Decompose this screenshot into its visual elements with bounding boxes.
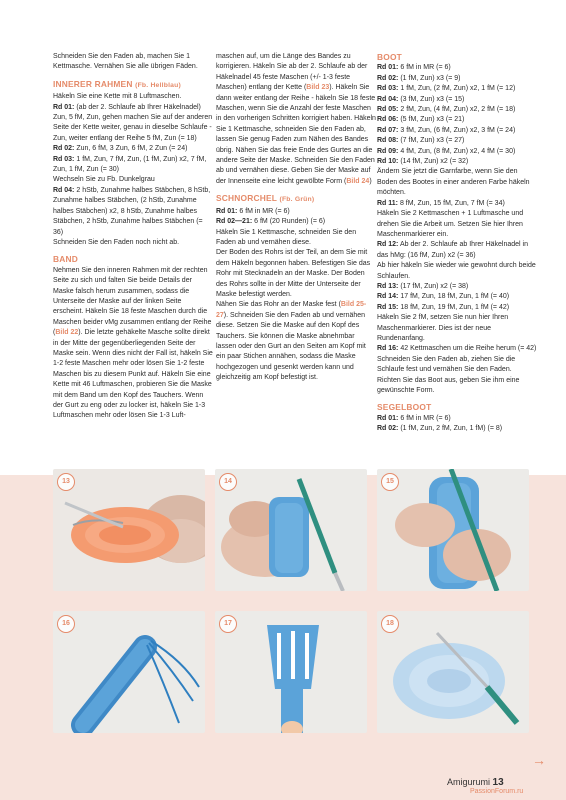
step-number-badge: 15 (381, 473, 399, 491)
paragraph-band: Nehmen Sie den inneren Rahmen mit der rechten Seite zu sich und falten Sie beide Details der Maske falsch herum zusammen, sodass die Unterseite der Maske auf der linken Seite erscheint. Häkeln Sie 18 feste Maschen durch die Maschen beider vMg zusammen entlang der Reihe (Bild 22). Die letzte gehäkelte Masche sollte direkt in der Mitte der gegenüberliegenden Seite der Maske sein. Wenn dies nicht der Fall ist, häkeln Sie 1-2 feste Maschen mehr oder lösen Sie 1-2 feste Maschen bis zu diesem Punkt auf. Häkeln Sie eine Kette mit 46 Luftmaschen, probieren Sie die Maske mit dem Band um den Kopf des Tauchers. Wenn der Gurt zu eng oder zu locker ist, häkeln Sie 1-3 Luftmaschen mehr oder lösen Sie 1-3 Luft- (53, 266, 213, 420)
photo-step-18 (377, 611, 529, 733)
section-title-innerer-rahmen: INNERER RAHMEN (Fb. Hellblau) (53, 78, 181, 89)
round-instruction: Rd 03: 1 fM, Zun, (2 fM, Zun) x2, 1 fM (= 12) (377, 85, 516, 93)
image-ref: Bild 24 (346, 177, 370, 185)
page-number: 13 (492, 777, 504, 788)
round-instruction: Rd 10: (14 fM, Zun) x2 (= 32) (377, 158, 469, 166)
round-instruction: Rd 02: (1 fM, Zun, 2 fM, Zun, 1 fM) (= 8) (377, 425, 503, 433)
round-instruction: Rd 06: (5 fM, Zun) x3 (= 21) (377, 116, 465, 124)
text-column-1 (53, 52, 213, 422)
round-instruction: Rd 09: 4 fM, Zun, (8 fM, Zun) x2, 4 fM (= 30) (377, 147, 516, 155)
instruction-text: Häkeln Sie 2 Kettmaschen + 1 Luftmasche und drehen Sie die Arbeit um. Setzen Sie hier Ihren Maschenmarkierer ein. (377, 210, 524, 238)
round-instruction: Rd 16: 42 Kettmaschen um die Reihe herum (= 42) (377, 345, 537, 353)
text-column-2 (216, 52, 376, 384)
next-page-arrow-icon: → (532, 752, 546, 768)
round-instruction: Rd 07: 3 fM, Zun, (6 fM, Zun) x2, 3 fM (= 24) (377, 126, 516, 134)
photo-step-13 (53, 469, 205, 591)
round-instruction: Rd 03: 1 fM, Zun, 7 fM, Zun, (1 fM, Zun) x2, 7 fM, Zun, 1 fM, Zun (= 30) (53, 155, 207, 174)
photo-step-17 (215, 611, 367, 733)
image-ref: Bild 23 (306, 84, 330, 92)
round-instruction: Rd 12: Ab der 2. Schlaufe ab Ihrer Häkelnadel in das hMg: (16 fM, Zun) x2 (= 36) (377, 241, 528, 259)
image-ref: Bild 25-27 (216, 301, 367, 319)
step-number-badge: 13 (57, 473, 75, 491)
instruction-text: Häkeln Sie 2 fM, setzen Sie nun hier Ihren Maschenmarkierer. Dies ist der neue Rundenanfang. (377, 314, 509, 342)
section-color-note: (Fb. Hellblau) (135, 81, 181, 89)
round-instruction: Rd 01: 6 fM in MR (= 6) (216, 207, 290, 215)
round-instruction: Rd 13: (17 fM, Zun) x2 (= 38) (377, 282, 469, 290)
round-instruction: Rd 11: 8 fM, Zun, 15 fM, Zun, 7 fM (= 34) (377, 199, 505, 207)
section-title-boot: BOOT (377, 52, 402, 62)
round-instruction: Rd 02—21: 6 fM (20 Runden) (= 6) (216, 218, 326, 226)
section-color-note: (Fb. Grün) (279, 196, 315, 204)
instruction-text: Nähen Sie das Rohr an der Maske fest (Bild 25-27). Schneiden Sie den Faden ab und vernähen diese. Setzen Sie die Maske auf den Kopf des Tauchers. Sie können die Maske abnehmbar lassen oder den Gurt an den Seiten am Kopf mit ein paar Stichen annähen, sodass die Maske hochgezogen und gesenkt werden kann und gleichzeitig am Kopf befestigt ist. (216, 301, 367, 382)
photo-step-14 (215, 469, 367, 591)
step-number-badge: 16 (57, 615, 75, 633)
instruction-text: Wechseln Sie zu Fb. Dunkelgrau (53, 176, 155, 184)
round-instruction: Rd 15: 18 fM, Zun, 19 fM, Zun, 1 fM (= 42) (377, 303, 510, 311)
round-instruction: Rd 08: (7 fM, Zun) x3 (= 27) (377, 137, 465, 145)
round-instruction: Rd 04: (3 fM, Zun) x3 (= 15) (377, 95, 465, 103)
instruction-text: Der Boden des Rohrs ist der Teil, an dem Sie mit dem Häkeln begonnen haben. Befestigen Sie das Rohr mit Stecknadeln an der Maske. Der Boden des Rohrs sollte in der Mitte der Unterseite der Maske befestigt werden. (216, 249, 371, 298)
instruction-text: Häkeln Sie eine Kette mit 8 Luftmaschen. (53, 93, 182, 101)
text-column-3 (377, 52, 537, 435)
photo-step-16 (53, 611, 205, 733)
round-instruction: Rd 01: (ab der 2. Schlaufe ab Ihrer Häkelnadel) Zun, 5 fM, Zun, gehen machen Sie auf der anderen Seite der Kette weiter, genau in dieselbe Schlaufe - Zun, weiter entlang der Reihe 5 fM, Zun (= 18) (53, 103, 213, 142)
crochet-photo-image (215, 469, 367, 591)
page-footer (447, 777, 504, 788)
instruction-text: Ab hier häkeln Sie wieder wie gewohnt durch beide Schlaufen. (377, 262, 536, 280)
instruction-text: Schneiden Sie den Faden ab, ziehen Sie die Schlaufe fest und vernähen Sie den Faden. Richten Sie das Boot aus, geben Sie ihm eine gewünschte Form. (377, 355, 520, 394)
image-ref: Bild 22 (55, 329, 79, 337)
crochet-photo-image (53, 469, 205, 591)
instruction-text: Häkeln Sie 1 Kettmasche, schneiden Sie den Faden ab und vernähen diese. (216, 228, 357, 246)
round-instruction: Rd 14: 17 fM, Zun, 18 fM, Zun, 1 fM (= 40) (377, 293, 510, 301)
paragraph-band-cont: maschen auf, um die Länge des Bandes zu korrigieren. Häkeln Sie ab der 2. Schlaufe ab der Häkelnadel 45 feste Maschen (+/- 1-3 feste Maschen) entlang der Kette (Bild 23). Häkeln Sie dann weiter entlang der Reihe - häkeln Sie 18 feste Maschen, wenn Sie die Anzahl der feste Maschen in den vorherigen Schritten korrigiert haben. Häkeln Sie 1 Kettmasche, schneiden Sie den Faden ab, lassen Sie genug Faden zum Nähen des Bandes übrig. Nähen Sie das freie Ende des Gurtes an die andere Seite der Maske. Schneiden Sie den Faden ab und vernähen diese. Geben Sie der Maske auf der Innenseite eine leicht gewölbte Form (Bild 24) (216, 53, 376, 185)
step-number-badge: 18 (381, 615, 399, 633)
instruction-text: Schneiden Sie den Faden noch nicht ab. (53, 238, 180, 246)
crochet-photo-image (377, 611, 529, 733)
crochet-photo-image (377, 469, 529, 591)
instruction-text: Ändern Sie jetzt die Garnfarbe, wenn Sie den Boden des Bootes in einer anderen Farbe häkeln möchten. (377, 168, 530, 197)
watermark: PassionForum.ru (470, 788, 524, 795)
round-instruction: Rd 01: 6 fM in MR (= 6) (377, 64, 451, 72)
crochet-photo-image (53, 611, 205, 733)
round-instruction: Rd 02: Zun, 6 fM, 3 Zun, 6 fM, 2 Zun (= 24) (53, 145, 188, 153)
magazine-name: Amigurumi (447, 777, 491, 787)
step-number-badge: 17 (219, 615, 237, 633)
photo-step-15 (377, 469, 529, 591)
section-title-band: BAND (53, 254, 78, 265)
round-instruction: Rd 02: (1 fM, Zun) x3 (= 9) (377, 74, 461, 82)
round-instruction: Rd 01: 6 fM in MR (= 6) (377, 414, 451, 422)
section-title-segelboot: SEGELBOOT (377, 402, 432, 413)
section-title-schnorchel: SCHNORCHEL (Fb. Grün) (216, 193, 315, 204)
round-instruction: Rd 05: 2 fM, Zun, (4 fM, Zun) x2, 2 fM (= 18) (377, 106, 516, 114)
step-number-badge: 14 (219, 473, 237, 491)
round-instruction: Rd 04: 2 hStb, Zunahme halbes Stäbchen, 8 hStb, Zunahme halbes Stäbchen, (2 hStb, Zunahme halbes Stäbchen) x2, 8 hStb, Zunahme halbes Stäbchen, 2 hStb, Zunahme halbes Stäbchen (= 36) (53, 186, 211, 236)
intro-text: Schneiden Sie den Faden ab, machen Sie 1 Kettmasche. Vernähen Sie alle übrigen Fäden. (53, 53, 198, 71)
crochet-photo-image (215, 611, 367, 733)
